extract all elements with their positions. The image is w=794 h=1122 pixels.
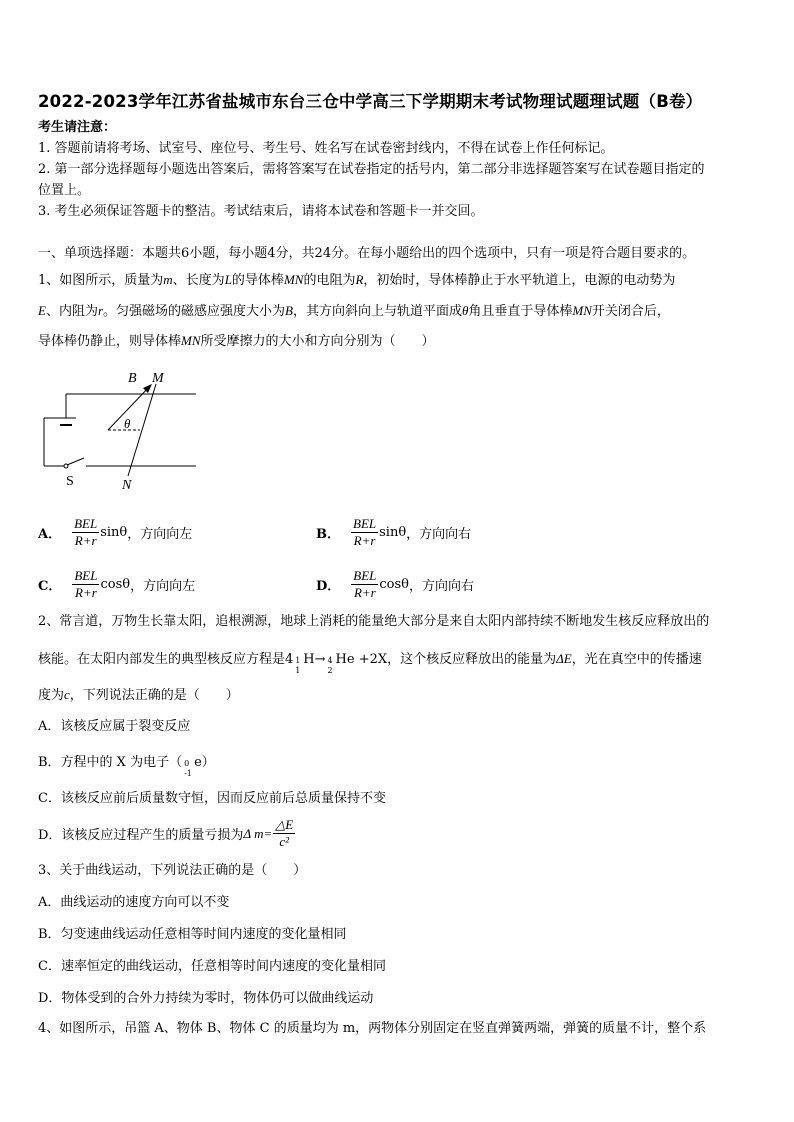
- notice-item: 2. 第一部分选择题每小题选出答案后，需将答案写在试卷指定的括号内，第二部分非选择题答案写在试卷题目指定的: [38, 162, 705, 177]
- theta-label: θ: [124, 416, 131, 431]
- q1-stem-line3: 导体棒仍静止，则导体棒MN所受摩擦力的大小和方向分别为（ ）: [38, 333, 435, 349]
- n-label: N: [122, 478, 132, 490]
- s-label: S: [66, 474, 74, 489]
- q2-option-a: A．该核反应属于裂变反应: [38, 719, 191, 734]
- q1-option-b: B． $\frac{\text{BEL}}{R+r}$ sinθ ，方向向右: [316, 516, 472, 548]
- q3-stem: 3、关于曲线运动，下列说法正确的是（ ）: [38, 863, 307, 878]
- notice-heading: 考生请注意：: [38, 120, 117, 135]
- q1-option-a: A． $\frac{\text{BEL}}{R+r}$ sinθ ，方向向左: [38, 516, 193, 548]
- m-label: M: [152, 371, 164, 386]
- q1-option-c: C． $\frac{\text{BEL}}{R+r}$ cosθ ，方向向左: [38, 568, 196, 600]
- q4-stem: 4、如图所示，吊篮 A、物体 B、物体 C 的质量均为 m，两物体分别固定在竖直弹簧两端，弹簧的质量不计，整个系: [38, 1021, 707, 1036]
- q2-option-d: D．该核反应过程产生的质量亏损为 Δ m= $\frac{\triangle E}{\text{c²}}$: [38, 817, 294, 849]
- section-heading: 一、单项选择题：本题共6小题，每小题4分，共24分。在每小题给出的四个选项中，只有一项是符合题目要求的。: [38, 246, 696, 261]
- q3-option-a: A．曲线运动的速度方向可以不变: [38, 895, 230, 910]
- page-title: 2022-2023学年江苏省盐城市东台三仓中学高三下学期期末考试物理试题理试题（B卷）: [38, 92, 703, 111]
- notice-item: 1. 答题前请将考场、试室号、座位号、考生号、姓名写在试卷密封线内，不得在试卷上作任何标记。: [38, 141, 614, 156]
- q2-option-c: C．该核反应前后质量数守恒，因而反应前后总质量保持不变: [38, 791, 386, 806]
- q2-stem-line3: 度为c，下列说法正确的是（ ）: [38, 687, 239, 703]
- q2-option-b: B．方程中的 X 为电子（ 0 -1 e）: [38, 755, 215, 778]
- q2-stem-line2: 核能。在太阳内部发生的典型核反应方程是4 1 1 H→ 4 2 He +2X，这个核反应释放出的能量为ΔE，光在真空中的传播速: [38, 651, 702, 675]
- q1-stem-line1: 1、如图所示，质量为m、长度为L的导体棒MN的电阻为R，初始时，导体棒静止于水平轨道上，电源的电动势为: [38, 272, 676, 288]
- notice-item: 位置上。: [38, 183, 91, 198]
- q1-option-d: D． $\frac{\text{BEL}}{R+r}$ cosθ ，方向向右: [316, 568, 475, 600]
- q3-option-d: D．物体受到的合外力持续为零时，物体仍可以做曲线运动: [38, 991, 374, 1006]
- b-label: B: [128, 371, 137, 386]
- notice-item: 3. 考生必须保证答题卡的整洁。考试结束后，请将本试卷和答题卡一并交回。: [38, 204, 484, 219]
- q1-stem-line2: E、内阻为r。匀强磁场的磁感应强度大小为B，其方向斜向上与轨道平面成θ角且垂直于导体棒MN开关闭合后，: [38, 303, 670, 319]
- q2-stem-line1: 2、常言道，万物生长靠太阳，追根溯源，地球上消耗的能量绝大部分是来自太阳内部持续不断地发生核反应释放出的: [38, 614, 710, 629]
- q3-option-c: C．速率恒定的曲线运动，任意相等时间内速度的变化量相同: [38, 959, 386, 974]
- q3-option-b: B．匀变速曲线运动任意相等时间内速度的变化量相同: [38, 927, 347, 942]
- circuit-figure: [36, 370, 206, 490]
